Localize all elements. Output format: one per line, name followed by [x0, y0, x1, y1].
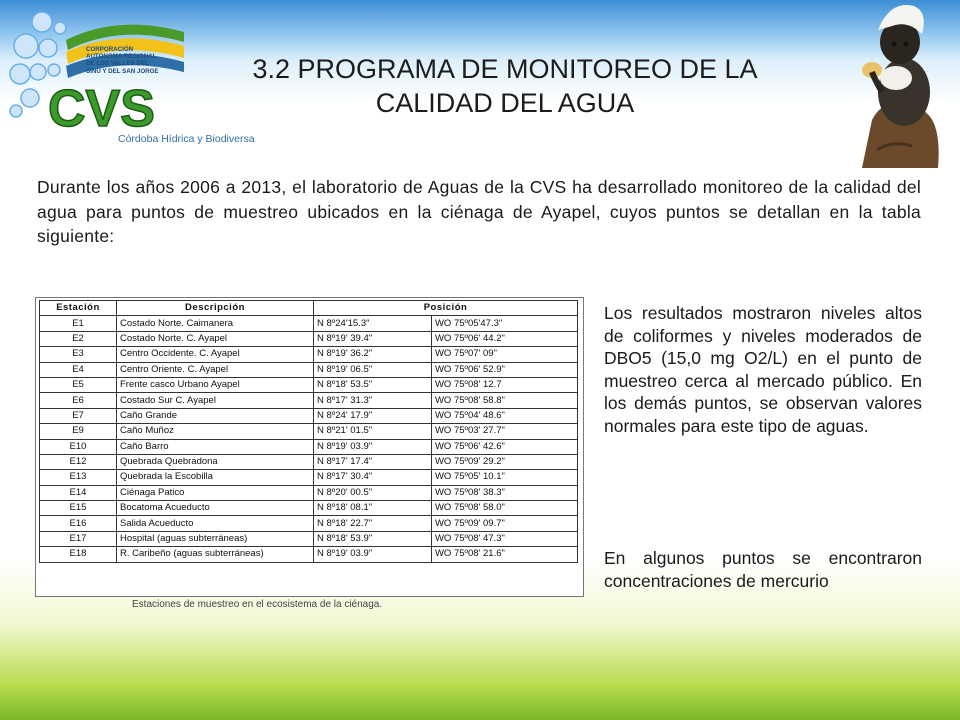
cell-station: E17	[40, 531, 117, 546]
cell-longitude: WO 75º05'47.3"	[431, 316, 577, 331]
header-position: Posición	[314, 301, 578, 316]
title-line-1: 3.2 PROGRAMA DE MONITOREO DE LA	[252, 54, 758, 84]
stations-table	[39, 300, 578, 563]
cell-longitude: WO 75º09' 29.2"	[431, 454, 577, 469]
table-row	[40, 470, 578, 485]
cell-longitude: WO 75º06' 42.6"	[431, 439, 577, 454]
table-row	[40, 393, 578, 408]
cell-description: Costado Sur C. Ayapel	[117, 393, 314, 408]
logo-acronym: CVS	[48, 80, 155, 138]
header-description: Descripción	[117, 301, 314, 316]
table-row	[40, 485, 578, 500]
logo-org-name: CORPORACIÓN AUTONOMA REGIONAL DE LOS VALLES DEL SINU Y DEL SAN JORGE	[86, 46, 159, 75]
table-caption: Estaciones de muestreo en el ecosistema de la ciénaga.	[132, 599, 383, 610]
cell-description: Ciénaga Patico	[117, 485, 314, 500]
table-row	[40, 531, 578, 546]
cell-description: Caño Barro	[117, 439, 314, 454]
cell-latitude: N 8º18' 53.5"	[314, 377, 432, 392]
cell-station: E12	[40, 454, 117, 469]
cell-longitude: WO 75º08' 12.7	[431, 377, 577, 392]
cell-description: Quebrada Quebradona	[117, 454, 314, 469]
cell-description: Hospital (aguas subterráneas)	[117, 531, 314, 546]
cell-description: Quebrada la Escobilla	[117, 470, 314, 485]
cell-latitude: N 8º20' 00.5"	[314, 485, 432, 500]
cell-station: E16	[40, 516, 117, 531]
cell-station: E7	[40, 408, 117, 423]
cell-latitude: N 8º18' 08.1"	[314, 501, 432, 516]
cell-latitude: N 8º18' 22.7"	[314, 516, 432, 531]
mercury-paragraph: En algunos puntos se encontraron concentraciones de mercurio	[604, 548, 922, 591]
cell-station: E14	[40, 485, 117, 500]
table-row	[40, 439, 578, 454]
cell-latitude: N 8º19' 03.9"	[314, 439, 432, 454]
cell-latitude: N 8º19' 39.4"	[314, 331, 432, 346]
slide-title	[190, 52, 820, 120]
table-row	[40, 454, 578, 469]
cell-station: E5	[40, 377, 117, 392]
results-paragraph: Los resultados mostraron niveles altos de coliformes y niveles moderados de DBO5 (15,0 mg O2/L) en el punto de muestreo cerca al mercado público. En los demás puntos, se observan valores normales para este tipo de aguas.	[604, 303, 922, 436]
cell-longitude: WO 75º07' 09"	[431, 347, 577, 362]
cell-longitude: WO 75º09' 09.7"	[431, 516, 577, 531]
cell-station: E18	[40, 547, 117, 562]
cell-longitude: WO 75º06' 52.9"	[431, 362, 577, 377]
table-body	[40, 316, 578, 562]
cell-latitude: N 8º17' 17.4"	[314, 454, 432, 469]
cell-station: E3	[40, 347, 117, 362]
cell-longitude: WO 75º08' 38.3"	[431, 485, 577, 500]
cell-longitude: WO 75º08' 58.0"	[431, 501, 577, 516]
cell-longitude: WO 75º08' 21.6"	[431, 547, 577, 562]
cell-latitude: N 8º18' 53.9"	[314, 531, 432, 546]
cell-description: Costado Norte. Caimanera	[117, 316, 314, 331]
cell-station: E2	[40, 331, 117, 346]
cell-description: R. Caribeño (aguas subterráneas)	[117, 547, 314, 562]
table-row	[40, 347, 578, 362]
cell-latitude: N 8º17' 31.3"	[314, 393, 432, 408]
cell-longitude: WO 75º04' 48.6"	[431, 408, 577, 423]
cell-description: Bocatoma Acueducto	[117, 501, 314, 516]
cell-station: E6	[40, 393, 117, 408]
table-row	[40, 424, 578, 439]
table-header-row	[40, 301, 578, 316]
cell-station: E1	[40, 316, 117, 331]
intro-paragraph: Durante los años 2006 a 2013, el laboratorio de Aguas de la CVS ha desarrollado monitoreo de la calidad del agua para puntos de muestreo ubicados en la ciénaga de Ayapel, cuyos puntos se detallan en la tabla siguiente:	[37, 177, 921, 246]
cell-station: E9	[40, 424, 117, 439]
cell-station: E15	[40, 501, 117, 516]
cell-description: Frente casco Urbano Ayapel	[117, 377, 314, 392]
cell-latitude: N 8º19' 06.5"	[314, 362, 432, 377]
cell-description: Caño Grande	[117, 408, 314, 423]
cell-latitude: N 8º21' 01.5"	[314, 424, 432, 439]
logo-tagline: Córdoba Hídrica y Biodiversa	[118, 133, 255, 145]
table-row	[40, 408, 578, 423]
table-row	[40, 501, 578, 516]
table-row	[40, 547, 578, 562]
cell-latitude: N 8º19' 03.9"	[314, 547, 432, 562]
header-station: Estación	[40, 301, 117, 316]
tamarin-monkey-image	[842, 0, 960, 168]
cell-longitude: WO 75º08' 58.8"	[431, 393, 577, 408]
table-row	[40, 316, 578, 331]
cell-longitude: WO 75º08' 47.3"	[431, 531, 577, 546]
cell-latitude: N 8º17' 30.4"	[314, 470, 432, 485]
cell-longitude: WO 75º06' 44.2"	[431, 331, 577, 346]
cell-description: Salida Acueducto	[117, 516, 314, 531]
cell-station: E4	[40, 362, 117, 377]
cell-description: Caño Muñoz	[117, 424, 314, 439]
cell-longitude: WO 75º05' 10.1"	[431, 470, 577, 485]
cell-latitude: N 8º24'15.3"	[314, 316, 432, 331]
table-row	[40, 331, 578, 346]
cell-latitude: N 8º24' 17.9"	[314, 408, 432, 423]
title-line-2: CALIDAD DEL AGUA	[375, 88, 635, 118]
cell-station: E13	[40, 470, 117, 485]
cell-longitude: WO 75º03' 27.7"	[431, 424, 577, 439]
cell-latitude: N 8º19' 36.2"	[314, 347, 432, 362]
cell-description: Centro Oriente. C. Ayapel	[117, 362, 314, 377]
table-row	[40, 362, 578, 377]
cell-description: Centro Occidente. C. Ayapel	[117, 347, 314, 362]
cvs-logo	[8, 6, 194, 146]
table-row	[40, 377, 578, 392]
cell-description: Costado Norte. C. Ayapel	[117, 331, 314, 346]
stations-table-frame	[35, 297, 584, 597]
table-row	[40, 516, 578, 531]
cell-station: E10	[40, 439, 117, 454]
